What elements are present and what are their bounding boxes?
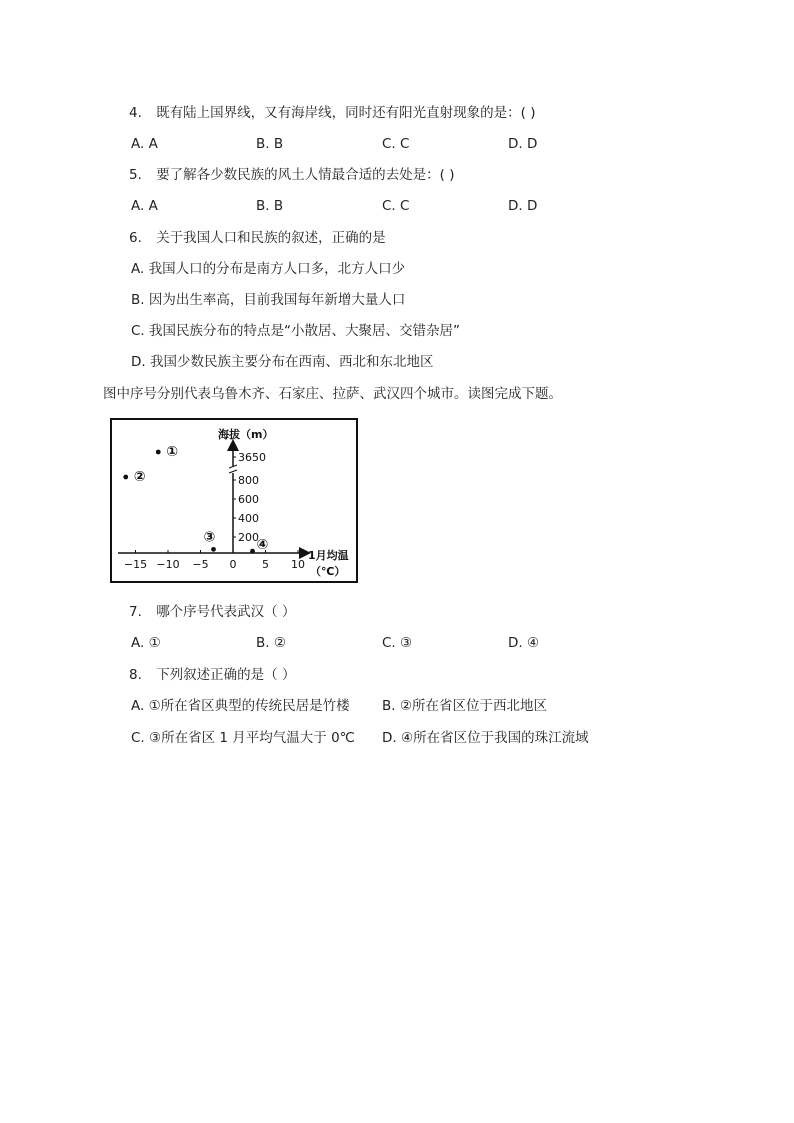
x-axis-label: 1月均温: [308, 549, 349, 562]
question-stem: 关于我国人口和民族的叙述，正确的是: [156, 230, 386, 246]
question-number: 8.: [129, 667, 142, 683]
q6-option-a[interactable]: A. 我国人口的分布是南方人口多，北方人口少: [131, 261, 406, 277]
y-tick-label: 3650: [238, 451, 266, 464]
question-6: [129, 229, 386, 247]
x-tick-label: −10: [156, 558, 180, 571]
question-number: 5.: [129, 167, 142, 183]
q6-option-c[interactable]: C. 我国民族分布的特点是“小散居、大聚居、交错杂居”: [131, 323, 460, 339]
question-number: 4.: [129, 105, 142, 121]
y-tick-label: 600: [238, 493, 259, 506]
q6-option-b[interactable]: B. 因为出生率高，目前我国每年新增大量人口: [131, 292, 406, 308]
q4-option-b[interactable]: B. B: [256, 136, 284, 152]
q4-option-c[interactable]: C. C: [382, 136, 410, 152]
q4-option-a[interactable]: A. A: [131, 136, 158, 152]
q6-option-d[interactable]: D. 我国少数民族主要分布在西南、西北和东北地区: [131, 354, 434, 370]
q8-option-d[interactable]: D. ④所在省区位于我国的珠江流域: [382, 730, 589, 746]
data-point: [250, 549, 255, 554]
elevation-temperature-chart: [110, 418, 358, 583]
y-tick-label: 400: [238, 512, 259, 525]
data-point: [156, 450, 161, 455]
y-tick-label: 200: [238, 531, 259, 544]
question-5: [129, 166, 455, 184]
data-point: [211, 547, 216, 552]
y-tick-label: 800: [238, 474, 259, 487]
x-tick-label: 5: [262, 558, 269, 571]
chart-svg: [112, 420, 356, 581]
question-stem: 哪个序号代表武汉（ ）: [156, 604, 296, 620]
question-stem: 既有陆上国界线，又有海岸线，同时还有阳光直射现象的是：( ): [156, 105, 536, 121]
data-point-label: ②: [133, 469, 146, 485]
x-tick-label: 0: [229, 558, 237, 571]
y-ticks: [233, 451, 266, 544]
question-7: [129, 603, 295, 621]
question-4: [129, 104, 536, 122]
q5-option-c[interactable]: C. C: [382, 198, 410, 214]
x-tick-label: 10: [291, 558, 305, 571]
question-number: 6.: [129, 230, 142, 246]
q5-option-a[interactable]: A. A: [131, 198, 158, 214]
q7-option-a[interactable]: A. ①: [131, 635, 161, 651]
question-number: 7.: [129, 604, 142, 620]
q5-option-b[interactable]: B. B: [256, 198, 284, 214]
question-stem: 要了解各少数民族的风土人情最合适的去处是：( ): [156, 167, 455, 183]
q4-option-d[interactable]: D. D: [508, 136, 538, 152]
data-point: [123, 475, 128, 480]
q5-option-d[interactable]: D. D: [508, 198, 538, 214]
q7-option-b[interactable]: B. ②: [256, 635, 286, 651]
q8-option-a[interactable]: A. ①所在省区典型的传统民居是竹楼: [131, 698, 350, 714]
q8-option-b[interactable]: B. ②所在省区位于西北地区: [382, 698, 547, 714]
x-axis-unit: （℃）: [310, 565, 346, 578]
q7-option-d[interactable]: D. ④: [508, 635, 540, 651]
data-point-label: ①: [166, 444, 179, 460]
chart-intro: 图中序号分别代表乌鲁木齐、石家庄、拉萨、武汉四个城市。读图完成下题。: [103, 386, 562, 402]
question-8: [129, 666, 295, 684]
question-stem: 下列叙述正确的是（ ）: [156, 667, 296, 683]
y-axis-label: 海拔（m）: [218, 428, 274, 441]
q8-option-c[interactable]: C. ③所在省区 1 月平均气温大于 0℃: [131, 730, 355, 746]
q7-option-c[interactable]: C. ③: [382, 635, 413, 651]
data-point-label: ④: [256, 537, 269, 554]
x-tick-label: −5: [192, 558, 209, 571]
x-tick-label: −15: [123, 558, 148, 571]
data-point-label: ③: [203, 529, 216, 546]
